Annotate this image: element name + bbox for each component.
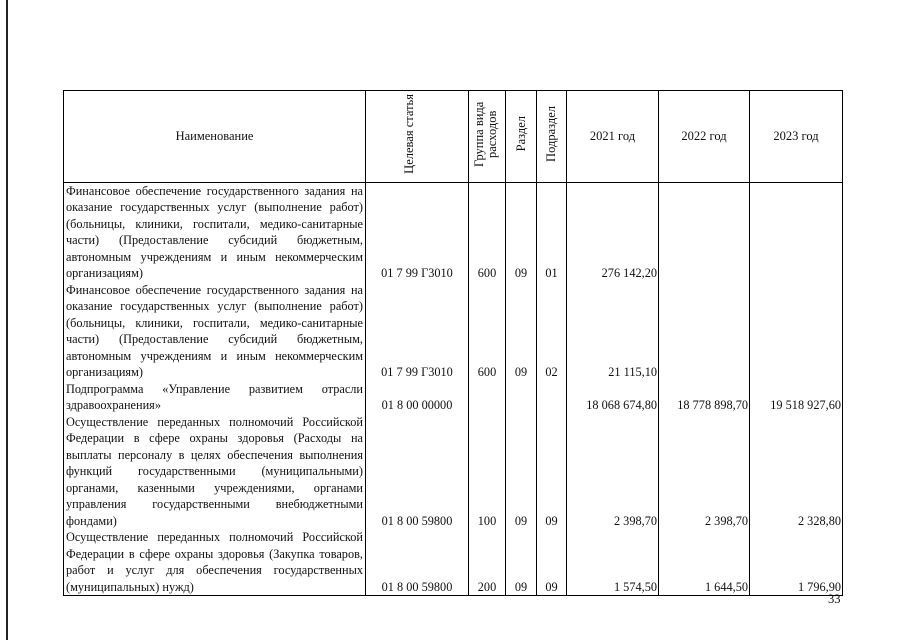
row-amount-2022: 2 398,70 [659, 414, 750, 530]
row-expense-group: 600 [469, 282, 506, 381]
row-name: Финансовое обеспечение государственного задания на оказание государственных услуг (выполнение работ) (больницы, клиники, госпитали, медико-санитарные части) (Предоставление субсидий бюджетным, автономным учреждениям и иным некоммерческим организациям) [64, 182, 366, 282]
header-expense-group: Группа вида расходов [469, 91, 506, 183]
page-number: 33 [828, 592, 841, 606]
row-amount-2022: 18 778 898,70 [659, 381, 750, 414]
table-header [64, 91, 843, 183]
row-amount-2023 [750, 282, 843, 381]
row-expense-group: 200 [469, 529, 506, 596]
row-expense-group: 600 [469, 182, 506, 282]
row-section: 09 [506, 414, 537, 530]
header-year-2021: 2021 год [567, 91, 659, 183]
header-year-2022: 2022 год [659, 91, 750, 183]
row-amount-2022: 1 644,50 [659, 529, 750, 596]
row-expense-group: 100 [469, 414, 506, 530]
row-subsection: 02 [537, 282, 567, 381]
header-section: Раздел [506, 91, 537, 183]
budget-table [63, 90, 843, 596]
table-row [64, 414, 843, 530]
page-edge-rule [6, 0, 8, 640]
table-row [64, 282, 843, 381]
row-name: Осуществление переданных полномочий Российской Федерации в сфере охраны здоровья (Расходы на выплаты персоналу в целях обеспечения выполнения функций государственными (муниципальными) органами, казенными учреждениями, органами управления государственными внебюджетными фондами) [64, 414, 366, 530]
header-name: Наименование [64, 91, 366, 183]
row-section [506, 381, 537, 414]
row-subsection: 01 [537, 182, 567, 282]
row-target-article: 01 7 99 Г3010 [366, 282, 469, 381]
row-amount-2022 [659, 282, 750, 381]
row-amount-2022 [659, 182, 750, 282]
row-amount-2021: 21 115,10 [567, 282, 659, 381]
row-expense-group [469, 381, 506, 414]
table-row [64, 182, 843, 282]
table-row [64, 529, 843, 596]
row-amount-2023: 19 518 927,60 [750, 381, 843, 414]
row-name: Финансовое обеспечение государственного задания на оказание государственных услуг (выполнение работ) (больницы, клиники, госпитали, медико-санитарные части) (Предоставление субсидий бюджетным, автономным учреждениям и иным некоммерческим организациям) [64, 282, 366, 381]
row-name: Осуществление переданных полномочий Российской Федерации в сфере охраны здоровья (Закупка товаров, работ и услуг для обеспечения государственных (муниципальных) нужд) [64, 529, 366, 596]
header-target-article: Целевая статья [366, 91, 469, 183]
row-amount-2021: 1 574,50 [567, 529, 659, 596]
row-target-article: 01 7 99 Г3010 [366, 182, 469, 282]
row-name: Подпрограмма «Управление развитием отрасли здравоохранения» [64, 381, 366, 414]
row-amount-2021: 18 068 674,80 [567, 381, 659, 414]
row-amount-2023: 2 328,80 [750, 414, 843, 530]
header-subsection: Подраздел [537, 91, 567, 183]
row-section: 09 [506, 529, 537, 596]
row-target-article: 01 8 00 59800 [366, 529, 469, 596]
row-amount-2023 [750, 182, 843, 282]
row-amount-2021: 276 142,20 [567, 182, 659, 282]
row-amount-2023: 1 796,90 [750, 529, 843, 596]
row-subsection: 09 [537, 414, 567, 530]
row-amount-2021: 2 398,70 [567, 414, 659, 530]
row-subsection [537, 381, 567, 414]
row-subsection: 09 [537, 529, 567, 596]
row-section: 09 [506, 182, 537, 282]
table-row [64, 381, 843, 414]
row-target-article: 01 8 00 00000 [366, 381, 469, 414]
row-section: 09 [506, 282, 537, 381]
row-target-article: 01 8 00 59800 [366, 414, 469, 530]
table-body [64, 182, 843, 596]
header-year-2023: 2023 год [750, 91, 843, 183]
